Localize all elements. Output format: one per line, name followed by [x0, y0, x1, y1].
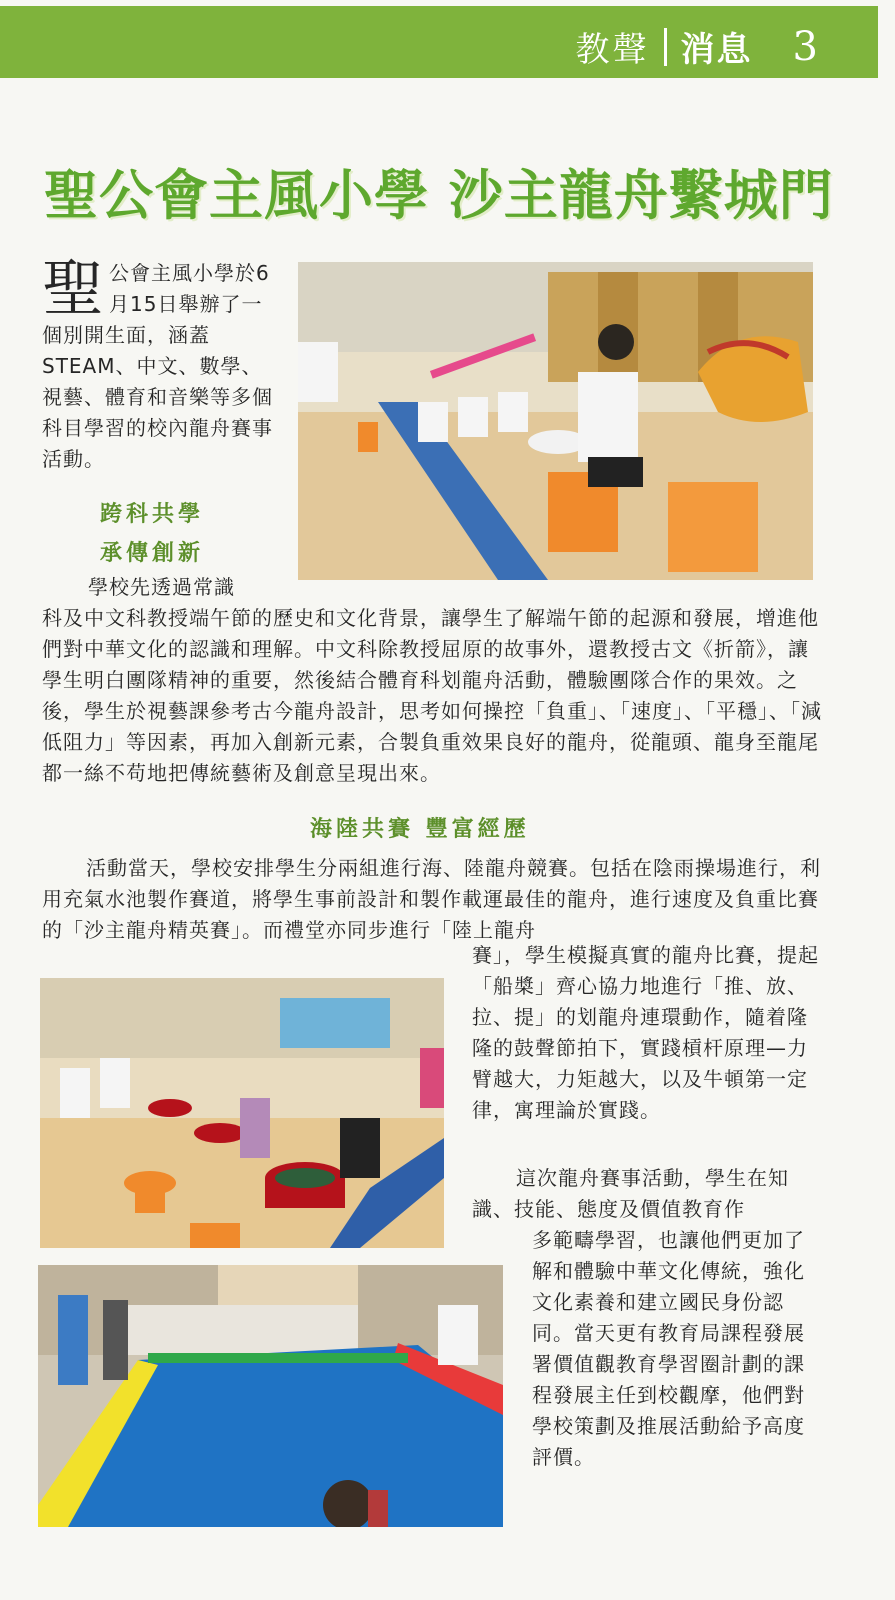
paragraph-competition: 活動當天，學校安排學生分兩組進行海、陸龍舟競賽。包括在陰雨操場進行，利用充氣水池製作賽道，將學生事前設計和製作載運最佳的龍舟，進行速度及負重比賽的「沙主龍舟精英賽」。而禮堂亦同步進行「陸上龍舟	[42, 856, 821, 942]
page-header-bar	[0, 6, 878, 78]
subheading-1-line-2: 承傳創新	[100, 540, 205, 566]
paragraph-conclusion-start	[472, 1163, 822, 1225]
photo-hall-drums	[40, 978, 444, 1248]
paragraph-conclusion: 多範疇學習，也讓他們更加了解和體驗中華文化傳統，強化文化素養和建立國民身份認同。當天更有教育局課程發展署價值觀教育學習圈計劃的課程發展主任到校觀摩，他們對學校策劃及推展活動給予高度評價。	[532, 1228, 805, 1469]
paragraph-background	[42, 572, 822, 789]
header-divider	[664, 28, 667, 66]
section-name: 消息	[680, 30, 753, 70]
drop-cap: 聖	[42, 252, 106, 325]
paragraph-1-first-line: 學校先透過常識	[88, 575, 235, 599]
article-title: 聖公會主風小學 沙主龍舟繫城門	[44, 164, 834, 227]
intro-text: 公會主風小學於6月15日舉辦了一個別開生面，涵蓋STEAM、中文、數學、視藝、體育和音樂等多個科目學習的校內龍舟賽事活動。	[42, 261, 273, 471]
intro-paragraph	[42, 252, 274, 475]
page-number: 3	[792, 23, 818, 70]
publication-brand: 教聲	[575, 30, 650, 70]
subheading-1-line-1: 跨科共學	[100, 501, 205, 527]
paragraph-1-body: 科及中文科教授端午節的歷史和文化背景，讓學生了解端午節的起源和發展，增進他們對中華文化的認識和理解。中文科除教授屈原的故事外，還教授古文《折箭》，讓學生明白團隊精神的重要，然後結合體育科划龍舟活動，體驗團隊合作的果效。之後，學生於視藝課參考古今龍舟設計，思考如何操控「負重」、「速度」、「平穩」、「減低阻力」等因素，再加入創新元素，合製負重效果良好的龍舟，從龍頭、龍身至龍尾都一絲不苟地把傳統藝術及創意呈現出來。	[42, 606, 822, 785]
paragraph-3-start: 這次龍舟賽事活動，學生在知識、技能、態度及價值教育作	[472, 1166, 789, 1221]
photo-classroom-dragon-boat	[298, 262, 813, 580]
header-content	[576, 22, 818, 71]
photo-inflatable-pool	[38, 1265, 503, 1527]
subheading-cross-subject	[100, 495, 204, 573]
paragraph-competition-continued: 賽」，學生模擬真實的龍舟比賽，提起「船槳」齊心協力地進行「推、放、拉、提」的划龍舟連環動作，隨着隆隆的鼓聲節拍下，實踐槓杆原理—力臂越大，力矩越大，以及牛頓第一定律，寓理論於實踐。	[472, 943, 819, 1122]
subheading-sea-land: 海陸共賽 豐富經歷	[310, 816, 530, 842]
